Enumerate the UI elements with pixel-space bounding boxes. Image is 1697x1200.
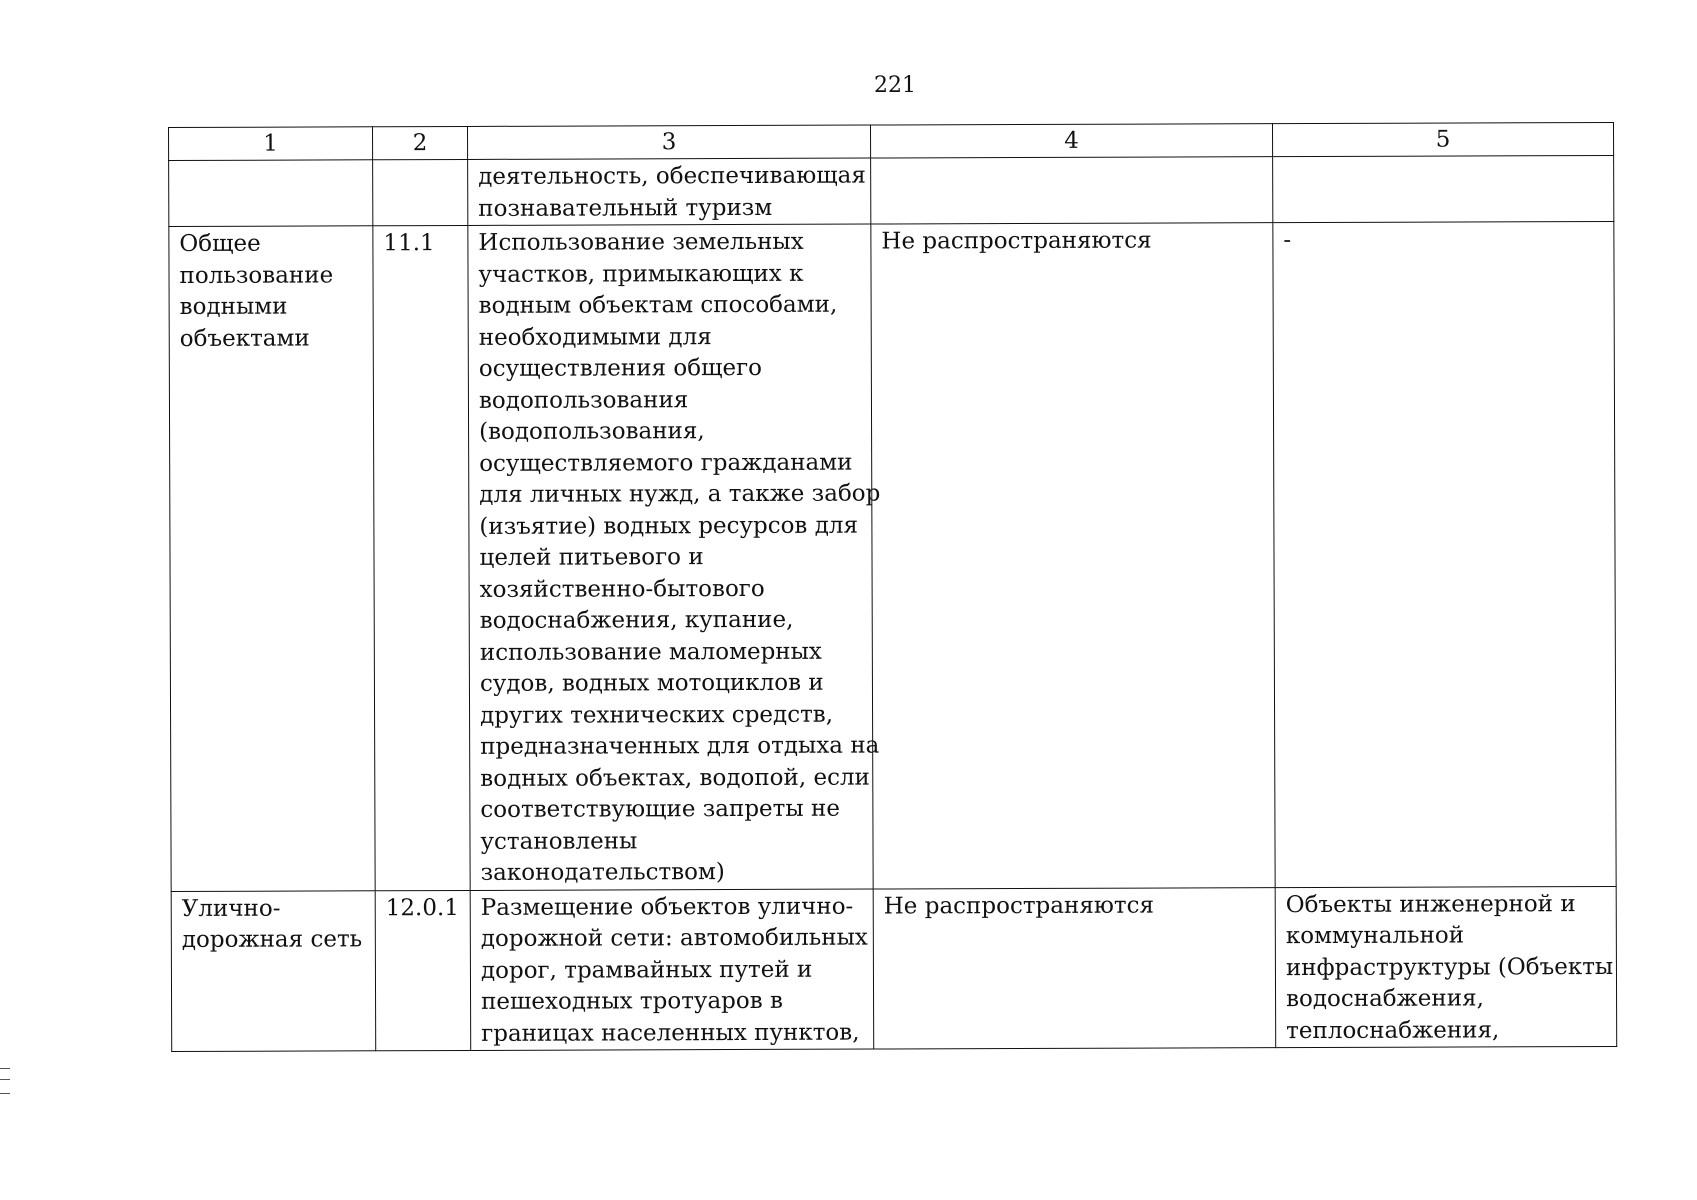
cell-text-line: - bbox=[1283, 227, 1292, 254]
cell-text-line: коммунальной bbox=[1285, 922, 1465, 950]
cell-related-objects bbox=[1273, 221, 1616, 887]
cell-text-line: Объекты инженерной и bbox=[1285, 890, 1576, 918]
cell-text-line: инфраструктуры (Объекты bbox=[1285, 953, 1614, 981]
cell-text-line: границах населенных пунктов, bbox=[481, 1019, 860, 1047]
cell-text-line: участков, примыкающих к bbox=[478, 260, 804, 288]
cell-text-line: законодательством) bbox=[480, 859, 725, 886]
cell-text-line: Не распространяются bbox=[883, 892, 1154, 920]
cell-text-line: других технических средств, bbox=[480, 701, 834, 729]
cell-text-line: объектами bbox=[179, 325, 310, 352]
header-cell-5: 5 bbox=[1272, 122, 1613, 156]
cell-text-line: дорог, трамвайных путей и bbox=[480, 956, 813, 984]
cell-text-line: Улично- bbox=[181, 895, 281, 922]
cell-restrictions bbox=[871, 223, 1275, 889]
header-cell-4: 4 bbox=[870, 124, 1272, 158]
cell-text-line: (изъятие) водных ресурсов для bbox=[479, 512, 859, 540]
cell-text-line: использование маломерных bbox=[479, 638, 822, 666]
cell-text-line: (водопользования, bbox=[479, 418, 705, 445]
page-number: 221 bbox=[874, 73, 916, 98]
cell-text-line: дорожной сети: автомобильных bbox=[480, 924, 868, 952]
cell-text-line: необходимыми для bbox=[478, 323, 712, 351]
land-use-table bbox=[168, 122, 1617, 1052]
cell-text-line: теплоснабжения, bbox=[1286, 1016, 1500, 1044]
cell-description bbox=[468, 224, 881, 890]
cell-text-line: пешеходных тротуаров в bbox=[481, 987, 783, 1015]
cell-text-line: водными bbox=[179, 293, 288, 320]
cell-text-line: осуществления общего bbox=[478, 354, 762, 382]
cell-category-name bbox=[169, 160, 373, 227]
cell-text-line: водных объектах, водопой, если bbox=[480, 764, 870, 792]
cell-text-line: Общее bbox=[179, 230, 261, 257]
cell-text-line: водоснабжения, купание, bbox=[479, 606, 794, 634]
cell-restrictions bbox=[871, 157, 1273, 224]
header-cell-1: 1 bbox=[169, 127, 373, 161]
header-cell-3: 3 bbox=[467, 125, 870, 159]
cell-text-line: 11.1 bbox=[383, 230, 435, 257]
cell-text-line: соответствующие запреты не bbox=[480, 795, 840, 823]
cell-text-line: судов, водных мотоциклов и bbox=[479, 669, 824, 697]
table-header-row bbox=[169, 122, 1614, 160]
cell-text-line: Использование земельных bbox=[478, 228, 804, 256]
cell-description bbox=[470, 889, 874, 1051]
cell-text-line: для личных нужд, а также забор bbox=[479, 480, 881, 508]
cell-code bbox=[373, 225, 470, 890]
cell-related-objects bbox=[1273, 155, 1614, 222]
cell-text-line: пользование bbox=[179, 261, 334, 289]
header-cell-2: 2 bbox=[373, 126, 468, 159]
table-row bbox=[171, 886, 1617, 1052]
cell-text-line: Размещение объектов улично- bbox=[480, 893, 854, 921]
cell-code bbox=[375, 890, 471, 1051]
cell-text-line: дорожная сеть bbox=[181, 926, 363, 953]
margin-mark bbox=[0, 1068, 10, 1094]
cell-category-name bbox=[171, 890, 376, 1051]
cell-text-line: деятельность, обеспечивающая bbox=[478, 162, 866, 190]
cell-text-line: 12.0.1 bbox=[385, 894, 459, 921]
cell-text-line: хозяйственно-бытового bbox=[479, 575, 765, 603]
cell-code bbox=[373, 159, 468, 225]
cell-text-line: водопользования bbox=[478, 386, 689, 414]
cell-text-line: водоснабжения, bbox=[1286, 985, 1484, 1013]
table-row bbox=[169, 155, 1614, 226]
cell-text-line: установлены bbox=[480, 827, 638, 855]
table-row bbox=[169, 221, 1616, 891]
cell-text-line: познавательный туризм bbox=[478, 194, 773, 222]
cell-text-line: предназначенных для отдыха на bbox=[480, 732, 880, 760]
cell-text-line: осуществляемого гражданами bbox=[479, 449, 853, 477]
cell-description bbox=[468, 158, 871, 225]
cell-text-line: Не распространяются bbox=[881, 227, 1152, 255]
cell-restrictions bbox=[873, 887, 1276, 1049]
cell-text-line: целей питьевого и bbox=[479, 544, 704, 571]
cell-category-name bbox=[169, 226, 375, 891]
cell-related-objects bbox=[1275, 886, 1617, 1048]
cell-text-line: водным объектам способами, bbox=[478, 291, 838, 319]
